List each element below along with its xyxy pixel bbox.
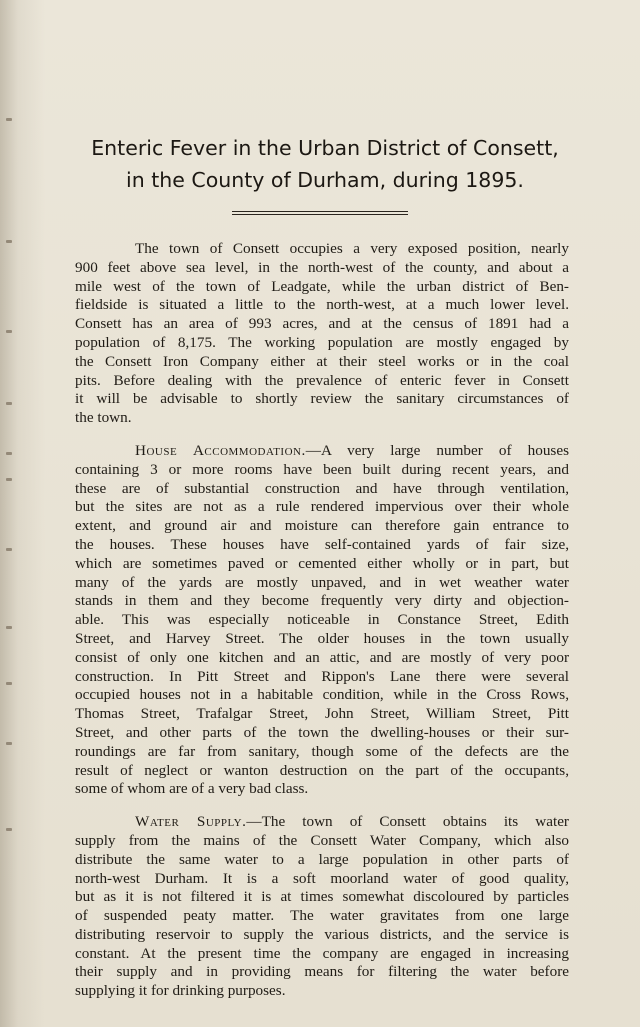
text-line: their supply and in providing means for filtering the water before [75, 963, 569, 981]
section-heading: House Accommodation. [135, 441, 306, 459]
text-line: 900 feet above sea level, in the north-west of the county, and about a [75, 258, 569, 276]
text-line: Consett has an area of 993 acres, and at the census of 1891 had a [75, 315, 569, 333]
text-line: pits. Before dealing with the prevalence of enteric fever in Consett [75, 371, 569, 389]
text-line: extent, and ground air and moisture can therefore gain entrance to [75, 517, 569, 535]
title-line-2: in the County of Durham, during 1895. [126, 168, 524, 192]
text-line: mile west of the town of Leadgate, while the urban district of Ben- [75, 277, 569, 295]
text-line: supply from the mains of the Consett Water Company, which also [75, 831, 569, 849]
heading-continuation: —The town of Consett obtains its water [246, 813, 569, 831]
text-line: these are of substantial construction and have through ventilation, [75, 479, 569, 497]
text-line: roundings are far from sanitary, though some of the defects are the [75, 742, 569, 760]
title-divider [232, 211, 408, 217]
text-line: north-west Durham. It is a soft moorland water of good quality, [75, 869, 569, 887]
text-line: many of the yards are mostly unpaved, and in wet weather water [75, 573, 569, 591]
text-line: stands in them and they become frequently very dirty and objection- [75, 592, 569, 610]
text-line: fieldside is situated a little to the north-west, at a much lower level. [75, 296, 569, 314]
heading-continuation: —A very large number of houses [305, 441, 569, 459]
text-line: Street, and other parts of the town the dwelling-houses or their sur- [75, 723, 569, 741]
text-line: some of whom are of a very bad class. [75, 780, 309, 798]
paragraph-water-supply [75, 813, 569, 1001]
text-line: result of neglect or wanton destruction on the part of the occupants, [75, 761, 569, 779]
document-body [75, 240, 569, 1015]
text-line: the houses. These houses have self-contained yards of fair size, [75, 535, 569, 553]
text-line: constant. At the present time the company are engaged in increasing [75, 944, 569, 962]
text-line: Street, and Harvey Street. The older houses in the town usually [75, 629, 569, 647]
text-line: of suspended peaty matter. The water gravitates from one large [75, 907, 569, 925]
text-line: occupied houses not in a habitable condition, while in the Cross Rows, [75, 686, 569, 704]
text-line: the Consett Iron Company either at their steel works or in the coal [75, 352, 569, 370]
text-line: but the sites are not as a rule rendered impervious over their whole [75, 498, 569, 516]
text-line: supplying it for drinking purposes. [75, 982, 286, 1000]
text-line: The town of Consett occupies a very exposed position, nearly [135, 240, 569, 257]
text-line [75, 442, 569, 461]
text-line: consist of only one kitchen and an attic, and are mostly of very poor [75, 648, 569, 666]
text-line: distribute the same water to a large population in other parts of [75, 850, 569, 868]
text-line: but as it is not filtered it is at times somewhat discoloured by particles [75, 888, 569, 906]
document-title [60, 132, 590, 196]
text-line: the town. [75, 409, 132, 427]
section-heading: Water Supply. [135, 813, 247, 831]
text-line: Thomas Street, Trafalgar Street, John Street, William Street, Pitt [75, 705, 569, 723]
text-line: containing 3 or more rooms have been built during recent years, and [75, 460, 569, 478]
text-line: population of 8,175. The working population are mostly engaged by [75, 333, 569, 351]
text-line: it will be advisable to shortly review the sanitary circumstances of [75, 390, 569, 408]
paragraph-house-accommodation [75, 442, 569, 799]
paragraph-intro [75, 240, 569, 428]
text-line [75, 813, 569, 832]
title-line-1: Enteric Fever in the Urban District of Consett, [91, 136, 559, 160]
text-line: which are sometimes paved or cemented either wholly or in part, but [75, 554, 569, 572]
text-line: able. This was especially noticeable in Constance Street, Edith [75, 611, 569, 629]
text-line: construction. In Pitt Street and Rippon's Lane there were several [75, 667, 569, 685]
text-line: distributing reservoir to supply the various districts, and the service is [75, 925, 569, 943]
